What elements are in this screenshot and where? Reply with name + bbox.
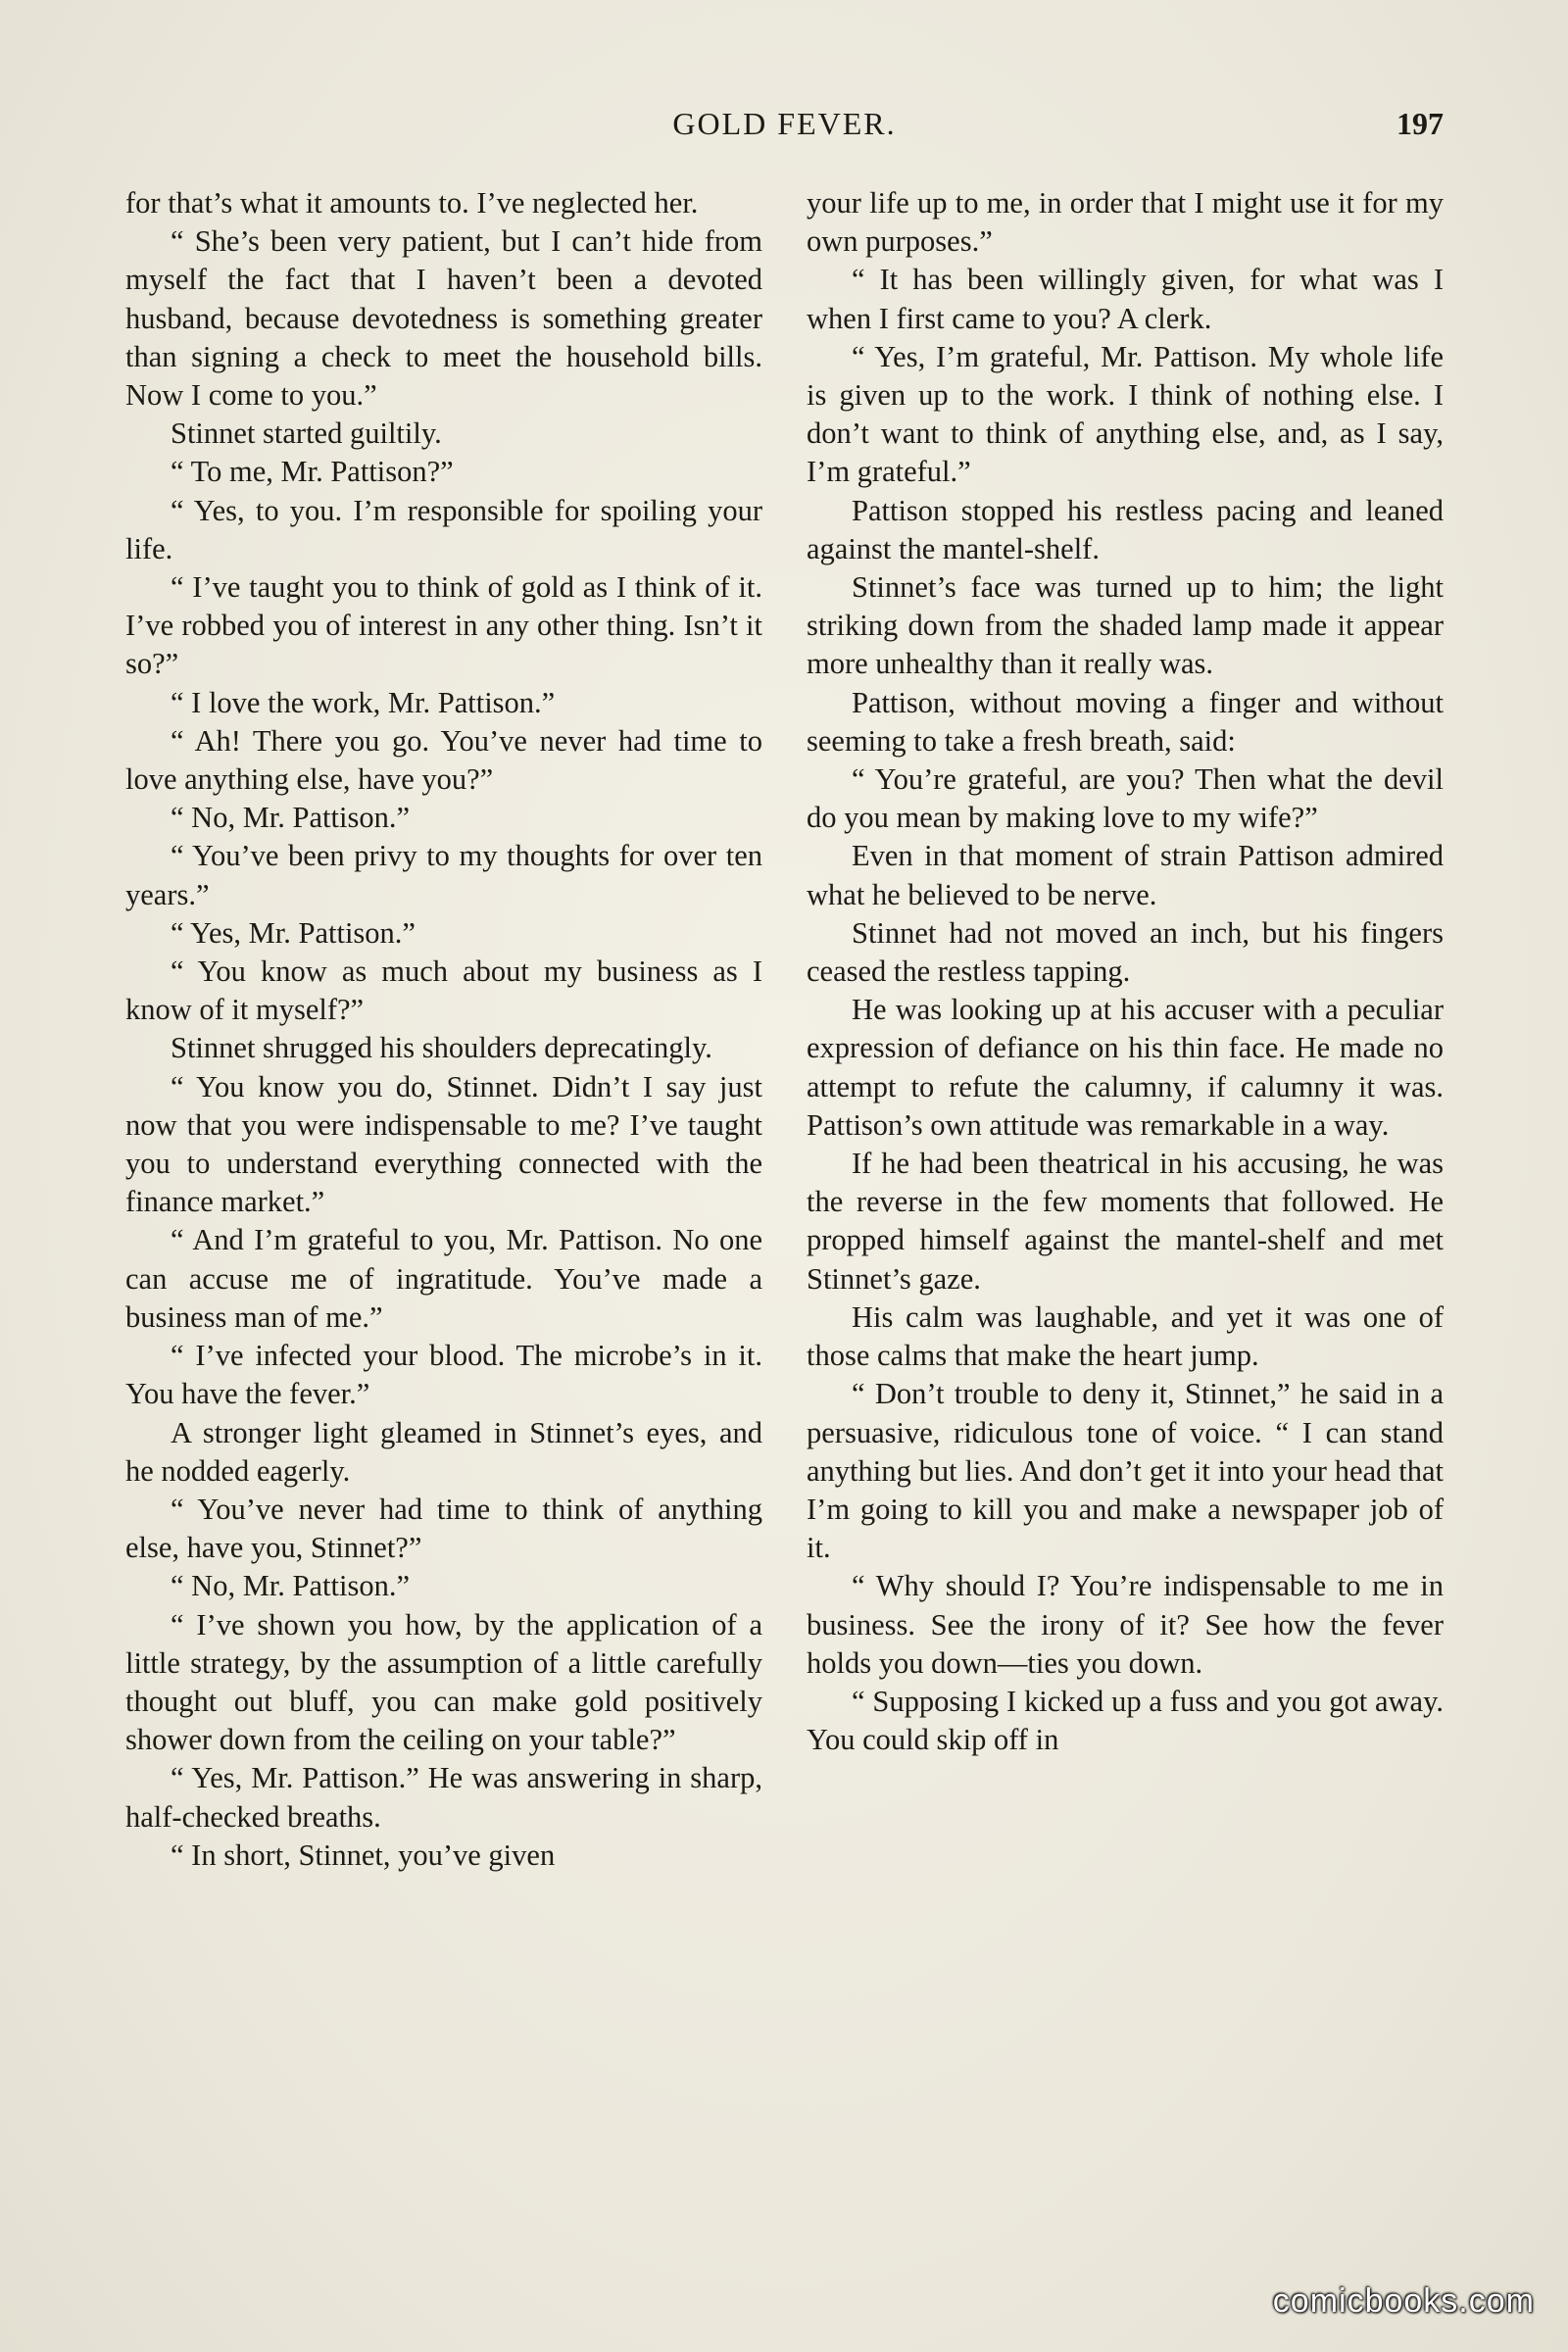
watermark: comicbooks.com: [1272, 2282, 1535, 2320]
paragraph: Stinnet shrugged his shoulders deprecatingly.: [171, 1031, 712, 1065]
paragraph: “ Ah! There you go. You’ve never had time to love anything else, have you?”: [125, 723, 762, 797]
paragraph: “ You’ve been privy to my thoughts for over ten years.”: [125, 839, 762, 911]
paragraph: Stinnet’s face was turned up to him; the light striking down from the shaded lamp made it appear more unhealthy than it really was.: [807, 570, 1444, 681]
page-header: [125, 106, 1444, 149]
paragraph: “ I’ve infected your blood. The microbe’s in it. You have the fever.”: [125, 1339, 762, 1411]
paragraph: “ No, Mr. Pattison.”: [171, 801, 410, 835]
paragraph: “ No, Mr. Pattison.”: [171, 1569, 410, 1603]
paragraph: His calm was laughable, and yet it was one of those calms that make the heart jump.: [807, 1299, 1444, 1373]
paragraph: “ You’ve never had time to think of anything else, have you, Stinnet?”: [125, 1492, 762, 1565]
running-title: GOLD FEVER.: [672, 106, 897, 141]
paragraph: “ You know as much about my business as I know of it myself?”: [125, 955, 762, 1027]
paragraph: for that’s what it amounts to. I’ve neglected her.: [125, 186, 699, 220]
paragraph: “ It has been willingly given, for what was I when I first came to you? A clerk.: [807, 263, 1444, 335]
paragraph: “ You know you do, Stinnet. Didn’t I say just now that you were indispensable to me? I’ve taught you to understand everything connected with the finance market.”: [125, 1069, 762, 1219]
paragraph: “ Supposing I kicked up a fuss and you got away. You could skip off in: [807, 1684, 1444, 1757]
paragraph: Even in that moment of strain Pattison admired what he believed to be nerve.: [807, 839, 1444, 911]
paragraph: “ In short, Stinnet, you’ve given: [171, 1838, 556, 1872]
paragraph: “ Yes, Mr. Pattison.” He was answering in sharp, half-checked breaths.: [125, 1761, 762, 1834]
paragraph: “ You’re grateful, are you? Then what the devil do you mean by making love to my wife?”: [807, 762, 1444, 835]
paragraph: “ She’s been very patient, but I can’t hide from myself the fact that I haven’t been a devoted husband, because devotedness is something greater than signing a check to meet the household bills. Now I come to you.”: [125, 224, 762, 413]
paragraph: “ I love the work, Mr. Pattison.”: [171, 685, 556, 719]
page-number: 197: [1396, 106, 1444, 141]
left-column: [125, 184, 762, 1875]
paragraph: Pattison, without moving a finger and without seeming to take a fresh breath, said:: [807, 685, 1444, 758]
paragraph: Stinnet had not moved an inch, but his fingers ceased the restless tapping.: [807, 915, 1444, 989]
paragraph: “ And I’m grateful to you, Mr. Pattison. No one can accuse me of ingratitude. You’ve made a business man of me.”: [125, 1223, 762, 1334]
paragraph: Stinnet started guiltily.: [171, 416, 442, 451]
paragraph: If he had been theatrical in his accusing, he was the reverse in the few moments that followed. He propped himself against the mantel-shelf and met Stinnet’s gaze.: [807, 1147, 1444, 1296]
paragraph: “ I’ve taught you to think of gold as I think of it. I’ve robbed you of interest in any other thing. Isn’t it so?”: [125, 570, 762, 681]
right-column: [807, 184, 1444, 1759]
paragraph: “ To me, Mr. Pattison?”: [171, 455, 454, 489]
paragraph: He was looking up at his accuser with a peculiar expression of defiance on his thin face. He made no attempt to refute the calumny, if calumny it was. Pattison’s own attitude was remarkable in a way.: [807, 993, 1444, 1142]
paragraph: “ Don’t trouble to deny it, Stinnet,” he said in a persuasive, ridiculous tone of voice. “ I can stand anything but lies. And don’t get it into your head that I’m going to kill you and make a newspaper job of it.: [807, 1377, 1444, 1565]
paragraph: “ Yes, Mr. Pattison.”: [171, 915, 416, 950]
paragraph: “ Yes, to you. I’m responsible for spoiling your life.: [125, 493, 762, 565]
paragraph: your life up to me, in order that I might use it for my own purposes.”: [807, 186, 1444, 259]
paragraph: Pattison stopped his restless pacing and leaned against the mantel-shelf.: [807, 493, 1444, 565]
paragraph: “ Yes, I’m grateful, Mr. Pattison. My whole life is given up to the work. I think of nothing else. I don’t want to think of anything else, and, as I say, I’m grateful.”: [807, 339, 1444, 489]
paragraph: “ Why should I? You’re indispensable to me in business. See the irony of it? See how the fever holds you down—ties you down.: [807, 1569, 1444, 1680]
paragraph: A stronger light gleamed in Stinnet’s eyes, and he nodded eagerly.: [125, 1415, 762, 1488]
paragraph: “ I’ve shown you how, by the application of a little strategy, by the assumption of a little carefully thought out bluff, you can make gold positively shower down from the ceiling on your table?”: [125, 1607, 762, 1757]
